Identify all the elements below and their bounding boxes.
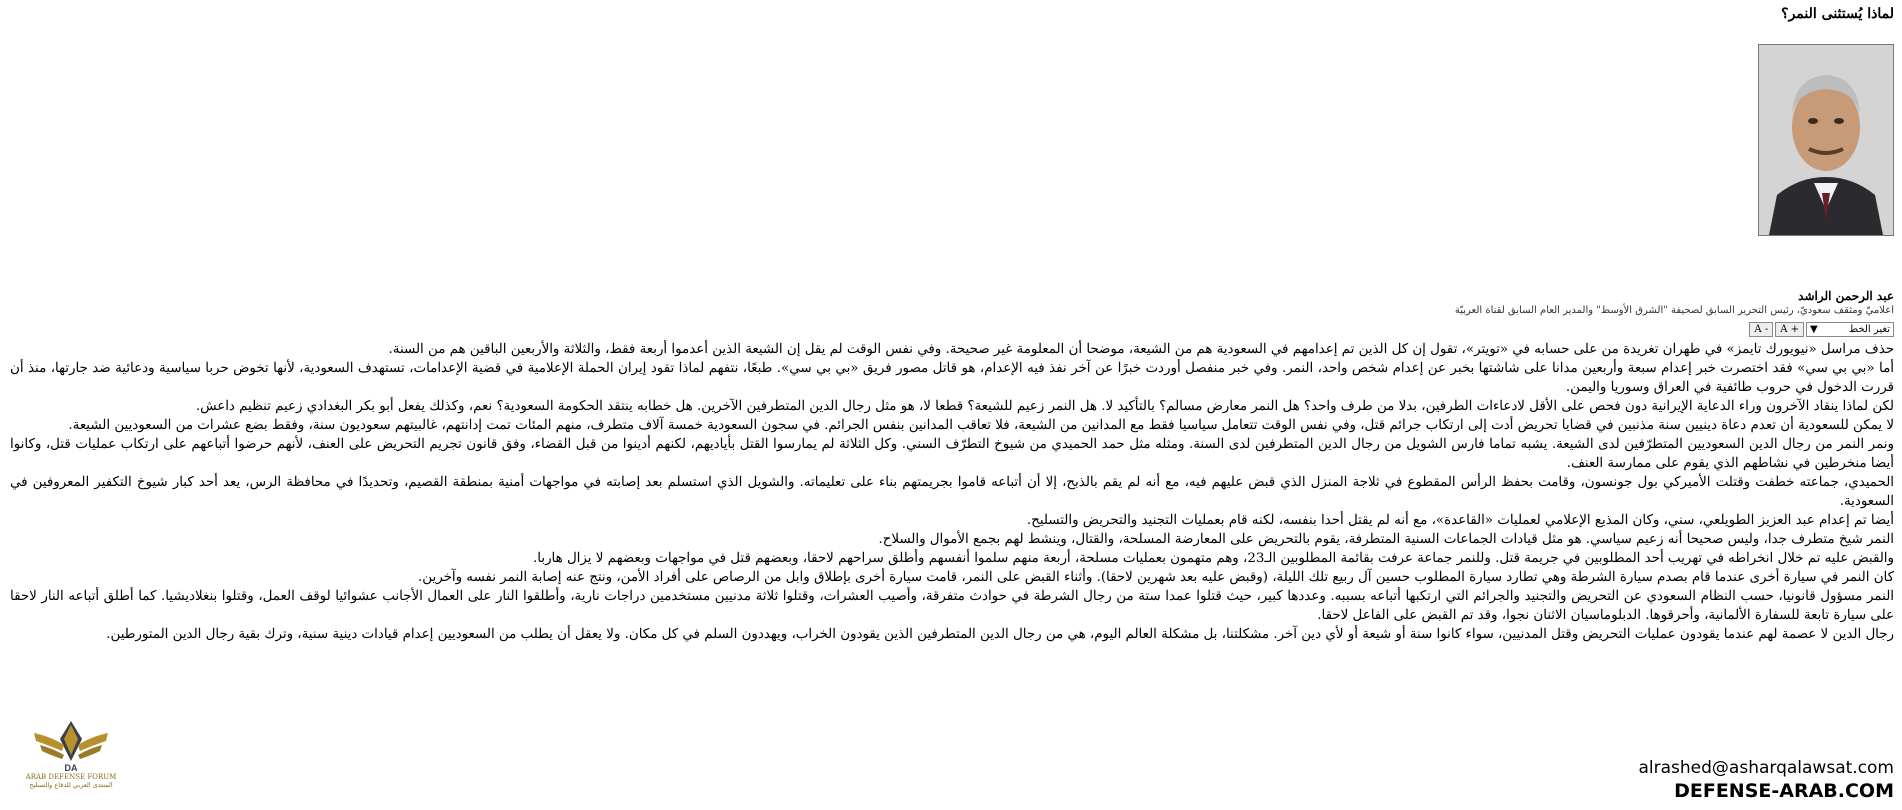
decrease-font-button[interactable]: - A: [1749, 322, 1773, 337]
article-paragraph: كان النمر في سيارة أخرى عندما قام بصدم سيارة الشرطة وهي تطارد سيارة المطلوب حسين آل ربيع تلك الليلة، (وقبض عليه بعد شهرين لاحقا). وأثناء القبض على النمر، قامت سيارة أخرى بإطلاق وابل من الرصاص على أفراد الأمن، ونتج عنه إصابة النمر نفسه وآخرين.: [418, 570, 1894, 585]
author-name: عبد الرحمن الراشد: [1798, 289, 1894, 303]
article-paragraph: رجال الدين لا عصمة لهم عندما يقودون عمليات التحريض وقتل المدنيين، سواء كانوا سنة أو شيعة أو لأي دين آخر. مشكلتنا، بل مشكلة العالم اليوم، هي من رجال الدين المتطرفين الذين يقودون الخراب، ويهددون السلم في كل مكان. ولا يعقل أن يطلب من السعوديين إعدام قيادات دينية سنية، وترك بقية رجال الدين المتورطين.: [106, 627, 1894, 642]
logo-abbreviation: DA: [64, 763, 78, 773]
author-portrait-image: [1759, 45, 1893, 235]
article-paragraph: والقبض عليه تم خلال انخراطه في تهريب أحد المطلوبين في جريمة قتل. وللنمر جماعة عرفت بقائمة المطلوبين الـ23، وهم متهمون بعمليات مسلحة، أربعة منهم سلموا أنفسهم وأطلق سراحهم لاحقا، وبعضهم قتل في مواجهات وبعضهم لا يزال هاربا.: [533, 551, 1894, 566]
article-paragraph: النمر مسؤول قانونيا، حسب النظام السعودي عن التحريض والتجنيد والجرائم التي ارتكبها أتباعه بسببه. وعددها كبير، حيث قتلوا عمدا ستة من رجال الشرطة في حوادث متفرقة، وأصيب العشرات، وقتلوا ثلاثة مدنيين مستخدمين دراجات نارية، وأطلقوا النار على العمال الأجانب عشوائيا لوقف العمل، وقتلوا بنغلاديشيا. كما أطلق أتباعه النار لاحقا على سيارة تابعة للسفارة الألمانية، وأحرقوها. الدبلوماسيان الاثنان نجوا، وقد تم القبض على الفاعل لاحقا.: [10, 589, 1894, 623]
logo-name-en: ARAB DEFENSE FORUM: [25, 773, 117, 781]
article-paragraph: أما «بي بي سي» فقد اختصرت خبر إعدام سبعة وأربعين مدانا على شاشتها بخبر عن إعدام شخص واحد، النمر. وفي خبر منفصل أوردت خبرًا عن آخر نفذ فيه الإعدام، هو قاتل مصور فريق «بي بي سي». طبعًا، نتفهم لماذا تقود إيران الحملة الإعلامية في قضية الإعدامات، تستهدف السعودية، لأنها تخوض حربا سياسية ودعائية ضد جارتها، منذ أن قررت الدخول في حروب طائفية في العراق وسوريا واليمن.: [10, 361, 1894, 395]
article-paragraph: النمر شيخ متطرف جدا، وليس صحيحا أنه زعيم سياسي. هو مثل قيادات الجماعات السنية المتطرفة، يقوم بالتحريض على المعارضة المسلحة، والقتال، وينشط لهم بجمع الأموال والسلاح.: [878, 532, 1894, 547]
increase-font-button[interactable]: + A: [1775, 322, 1804, 337]
article-paragraph: أيضا تم إعدام عبد العزيز الطويلعي، سني، وكان المذيع الإعلامي لعمليات «القاعدة»، مع أنه لم يقتل أحدا بنفسه، لكنه قام بعمليات التجنيد والتحريض والتسليح.: [1026, 513, 1894, 528]
font-select-label: تغير الخط: [1848, 324, 1890, 335]
font-controls: [1749, 322, 1894, 337]
arab-defense-forum-logo: [16, 715, 126, 807]
logo-name-ar: المنتدى العربي للدفاع والتسليح: [29, 781, 113, 789]
article-body: [10, 340, 1894, 644]
author-email[interactable]: alrashed@asharqalawsat.com: [1638, 758, 1894, 778]
site-watermark: DEFENSE-ARAB.COM: [1674, 780, 1894, 802]
article-paragraph: لا يمكن للسعودية أن تعدم دعاة دينيين سنة مذنبين في قضايا تحريض أدت إلى ارتكاب جرائم قتل، وفي نفس الوقت تتعامل سياسيا فقط مع المدانين من الشيعة، فلا تعاقب المدانين بنفس الجرائم. في سجون السعودية خمسة آلاف متطرف، منهم المئات تمت إدانتهم، غالبيتهم سعوديون سنة، وفقط بضع عشرات من السعوديين الشيعة.: [68, 418, 1894, 433]
article-paragraph: الحميدي، جماعته خطفت وقتلت الأميركي بول جونسون، وقامت بحفظ الرأس المقطوع في ثلاجة المنزل الذي قبض عليهم فيه، مع أنه لم يقم بالذبح، إلا أن أتباعه قاموا بجريمتهم بناء على تعليماته. والشويل الذي استسلم بعد إصابته في مواجهات أمنية بمنطقة القصيم، وتحديدًا في محافظة الرس، يعد أحد كبار شيوخ التكفير المعروفين في السعودية.: [10, 475, 1894, 509]
article-paragraph: ونمر النمر من رجال الدين السعوديين المتطرّفين لدى الشيعة. يشبه تماما فارس الشويل من رجال الدين المتطرفين لدى السنة. ومثله مثل حمد الحميدي من شيوخ التطرّف السني. وكل الثلاثة لم يمارسوا القتل بأياديهم، لكنهم أدينوا من قبل القضاء، وفق قانون تجريم التحريض على العنف، لأنهم حرضوا أتباعهم على ارتكاب عمليات قتل، وكانوا أيضا منخرطين في نشاطهم الذي يقوم على ممارسة العنف.: [10, 437, 1894, 471]
article-title: لماذا يُستثنى النمر؟: [1781, 6, 1894, 22]
author-description: اعلاميّ ومثقف سعوديّ، رئيس التحرير السابق لصحيفة "الشرق الأوسط" والمدير العام السابق لقناة العربيّة: [1454, 305, 1894, 316]
author-photo: [1758, 44, 1894, 236]
font-select[interactable]: [1806, 322, 1894, 337]
article-paragraph: حذف مراسل «نيويورك تايمز» في طهران تغريدة من على حسابه في «تويتر»، تقول إن كل الذين تم إعدامهم في السعودية هم من الشيعة، موضحا أن المعلومة غير صحيحة. وفي نفس الوقت لم يقل إن الشيعة الذين أعدموا أربعة فقط، والثلاثة والأربعين الباقين هم من السنة.: [388, 342, 1894, 357]
chevron-down-icon: ▼: [1810, 324, 1818, 335]
eagle-emblem-icon: [32, 715, 110, 773]
article-paragraph: لكن لماذا ينقاد الآخرون وراء الدعاية الإيرانية دون فحص على الأقل لادعاءات الطرفين، بدلا من طرف واحد؟ هل النمر معارض مسالم؟ بالتأكيد لا. هل النمر زعيم للشيعة؟ قطعا لا، هو مثل رجال الدين المتطرفين الآخرين. هل خطابه ينتقد الحكومة السعودية؟ نعم، وكذلك يفعل أبو بكر البغدادي زعيم تنظيم داعش.: [195, 399, 1894, 414]
